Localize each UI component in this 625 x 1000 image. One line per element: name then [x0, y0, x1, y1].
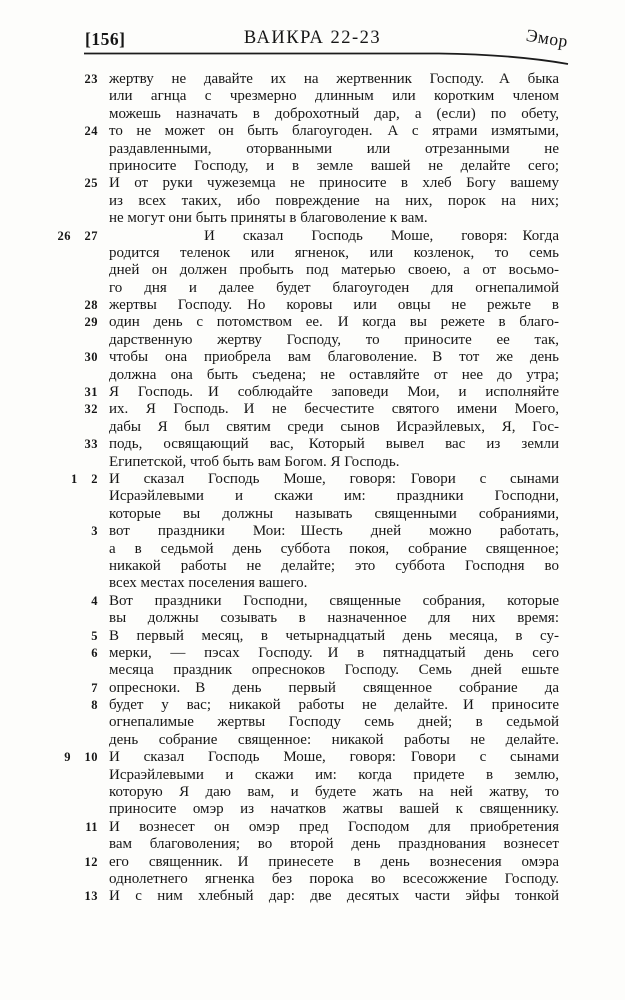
- verse-text: дней он должен пробыть под матерью своею, а от восьмо-: [109, 262, 559, 279]
- text-line: [0, 871, 625, 888]
- verse-text: жертвы Господу. Но коровы или овцы не режьте в: [109, 297, 559, 314]
- verse-number: 31: [84, 385, 98, 400]
- verse-text: вам благоволения; во второй день празднования вознесет: [109, 836, 559, 853]
- verse-number: 30: [84, 350, 98, 365]
- verse-number: 8: [91, 698, 98, 713]
- text-line: [0, 697, 625, 714]
- verse-text: Исраэйлевыми и скажи им: праздники Господни,: [109, 488, 559, 505]
- verse-text: Египетской, чтоб быть вам Богом. Я Господь.: [109, 453, 400, 470]
- text-line: [0, 123, 625, 140]
- text-line: [0, 558, 625, 575]
- text-line: [0, 262, 625, 279]
- verse-text: один день с потомством ее. И когда вы режете в благо-: [109, 314, 559, 331]
- verse-text: го дня и далее будет благоугоден для огнепалимой: [109, 279, 559, 296]
- header-rule: [84, 50, 570, 68]
- text-line: [0, 384, 625, 401]
- verse-number: 25: [84, 176, 98, 191]
- text-line: [0, 228, 625, 245]
- text-line: [0, 245, 625, 262]
- verse-text: приносите Господу, и в земле вашей не делайте сего;: [109, 157, 559, 174]
- page-number: [156]: [85, 29, 126, 49]
- verse-text: их. Я Господь. И не бесчестите святого имени Моего,: [109, 401, 559, 418]
- text-line: [0, 175, 625, 192]
- verse-text: И вознесет он омэр пред Господом для приобретения: [109, 818, 559, 835]
- text-line: [0, 541, 625, 558]
- verse-text: чтобы она приобрела вам благоволение. В тот же день: [109, 349, 559, 366]
- text-line: [0, 523, 625, 540]
- verse-number: 4: [91, 593, 98, 608]
- text-line: [0, 349, 625, 366]
- verse-text: его священник. И принесете в день вознесения омэра: [109, 853, 559, 870]
- verse-text: месяца праздник опресноков Господу. Семь дней ешьте: [109, 662, 559, 679]
- verse-text: дабы Я был святим среди сынов Исраэйлевых, Я, Гос-: [109, 418, 559, 435]
- verse-number: 29: [84, 315, 98, 330]
- text-line: [0, 506, 625, 523]
- text-line: [0, 575, 625, 592]
- verse-text: И от руки чужеземца не приносите в хлеб Богу вашему: [109, 175, 559, 192]
- text-line: [0, 854, 625, 871]
- verse-text: или агнца с чрезмерно длинным или коротким членом: [109, 88, 559, 105]
- verse-number: 12: [84, 854, 98, 869]
- text-line: [0, 158, 625, 175]
- text-line: [0, 680, 625, 697]
- text-line: [0, 767, 625, 784]
- verse-text: должна она быть съедена; не оставляйте от нее до утра;: [109, 366, 559, 383]
- verse-text: которые вы должны называть священными собраниями,: [109, 505, 559, 522]
- text-line: [0, 367, 625, 384]
- text-line: [0, 819, 625, 836]
- text-line: [0, 141, 625, 158]
- text-line: [0, 210, 625, 227]
- text-line: [0, 836, 625, 853]
- verse-text: родится теленок или ягненок, или козленок, то семь: [109, 244, 559, 261]
- verse-number: 1 2: [71, 471, 98, 486]
- text-line: [0, 193, 625, 210]
- verse-text: раздавленными, оторванными или отрезанными не: [109, 140, 559, 157]
- verse-text: мерки, — пэсах Господу. И в пятнадцатый день сего: [109, 644, 559, 661]
- text-line: [0, 436, 625, 453]
- text-line: [0, 628, 625, 645]
- verse-text: всех местах поселения вашего.: [109, 575, 308, 592]
- verse-number: 11: [85, 819, 98, 834]
- verse-text: которую Я даю вам, и будете жать на ней жатву, то: [109, 784, 559, 801]
- verse-text: жертву не давайте их на жертвенник Господу. А быка: [109, 71, 559, 87]
- verse-text: огнепалимые жертвы Господу семь дней; в седьмой: [109, 714, 559, 731]
- book-title: ВАИКРА 22-23: [243, 28, 382, 48]
- verse-number: 3: [91, 524, 98, 539]
- verse-text: В первый месяц, в четырнадцатый день месяца, в су-: [109, 627, 559, 644]
- verse-text: никакой работы не делайте; это суббота Господня во: [109, 557, 559, 574]
- text-line: [0, 610, 625, 627]
- verse-number: 26 27: [57, 228, 98, 243]
- verse-text: то не может он быть благоугоден. А с ятрами измятыми,: [109, 123, 559, 140]
- text-line: [0, 332, 625, 349]
- text-line: [0, 714, 625, 731]
- verse-number: 6: [91, 645, 98, 660]
- verse-number: 5: [91, 628, 98, 643]
- text-line: [0, 784, 625, 801]
- verse-text: И сказал Господь Моше, говоря: Когда: [204, 227, 559, 244]
- text-line: [0, 88, 625, 105]
- text-line: [0, 297, 625, 314]
- verse-text: Вот праздники Господни, священные собрания, которые: [109, 592, 559, 609]
- verse-text-block: [0, 71, 625, 906]
- text-line: [0, 71, 625, 88]
- verse-text: однолетнего ягненка без порока во всесожжение Господу.: [109, 870, 559, 887]
- text-line: [0, 801, 625, 818]
- verse-text: день собрание священное: никакой работы не делайте.: [109, 731, 559, 748]
- verse-number: 23: [84, 72, 98, 86]
- verse-number: 32: [84, 402, 98, 417]
- verse-text: И сказал Господь Моше, говоря: Говори с сынами: [109, 749, 559, 766]
- verse-text: из всех таких, ибо повреждение на них, порок на них;: [109, 192, 559, 209]
- text-line: [0, 732, 625, 749]
- verse-number: 28: [84, 298, 98, 313]
- text-line: [0, 280, 625, 297]
- text-line: [0, 888, 625, 905]
- text-line: [0, 401, 625, 418]
- text-line: [0, 454, 625, 471]
- verse-text: вы должны созывать в назначенное для них время:: [109, 610, 559, 627]
- verse-text: дарственную жертву Господу, то приносите ее так,: [109, 331, 559, 348]
- verse-text: Я Господь. И соблюдайте заповеди Мои, и исполняйте: [109, 384, 559, 401]
- verse-text: подь, освящающий вас, Который вывел вас из земли: [109, 436, 559, 453]
- text-line: [0, 749, 625, 766]
- verse-number: 24: [84, 124, 98, 139]
- verse-text: И сказал Господь Моше, говоря: Говори с сынами: [109, 470, 559, 487]
- text-line: [0, 593, 625, 610]
- verse-number: 9 10: [64, 750, 98, 765]
- text-line: [0, 419, 625, 436]
- verse-text: не могут они быть приняты в благоволение к вам.: [109, 210, 428, 227]
- verse-number: 7: [91, 680, 98, 695]
- parsha-name: Эмор: [524, 24, 570, 52]
- verse-text: И с ним хлебный дар: две десятых части эйфы тонкой: [109, 888, 559, 905]
- header-rule-curve: [84, 50, 570, 68]
- verse-text: можешь назначать в доброхотный дар, а (если) по обету,: [109, 105, 559, 122]
- text-line: [0, 106, 625, 123]
- verse-text: опресноки. В день первый священное собрание да: [109, 679, 559, 696]
- verse-text: будет у вас; никакой работы не делайте. И приносите: [109, 697, 559, 714]
- verse-number: 13: [84, 889, 98, 904]
- text-line: [0, 314, 625, 331]
- verse-text: приносите омэр из начатков жатвы вашей к священнику.: [109, 801, 559, 818]
- verse-text: вот праздники Мои: Шесть дней можно работать,: [109, 523, 559, 540]
- verse-text: а в седьмой день суббота покоя, собрание священное;: [109, 540, 559, 557]
- verse-text: Исраэйлевыми и скажи им: когда придете в землю,: [109, 766, 559, 783]
- text-line: [0, 488, 625, 505]
- verse-number: 33: [84, 437, 98, 452]
- text-line: [0, 662, 625, 679]
- text-line: [0, 645, 625, 662]
- text-line: [0, 471, 625, 488]
